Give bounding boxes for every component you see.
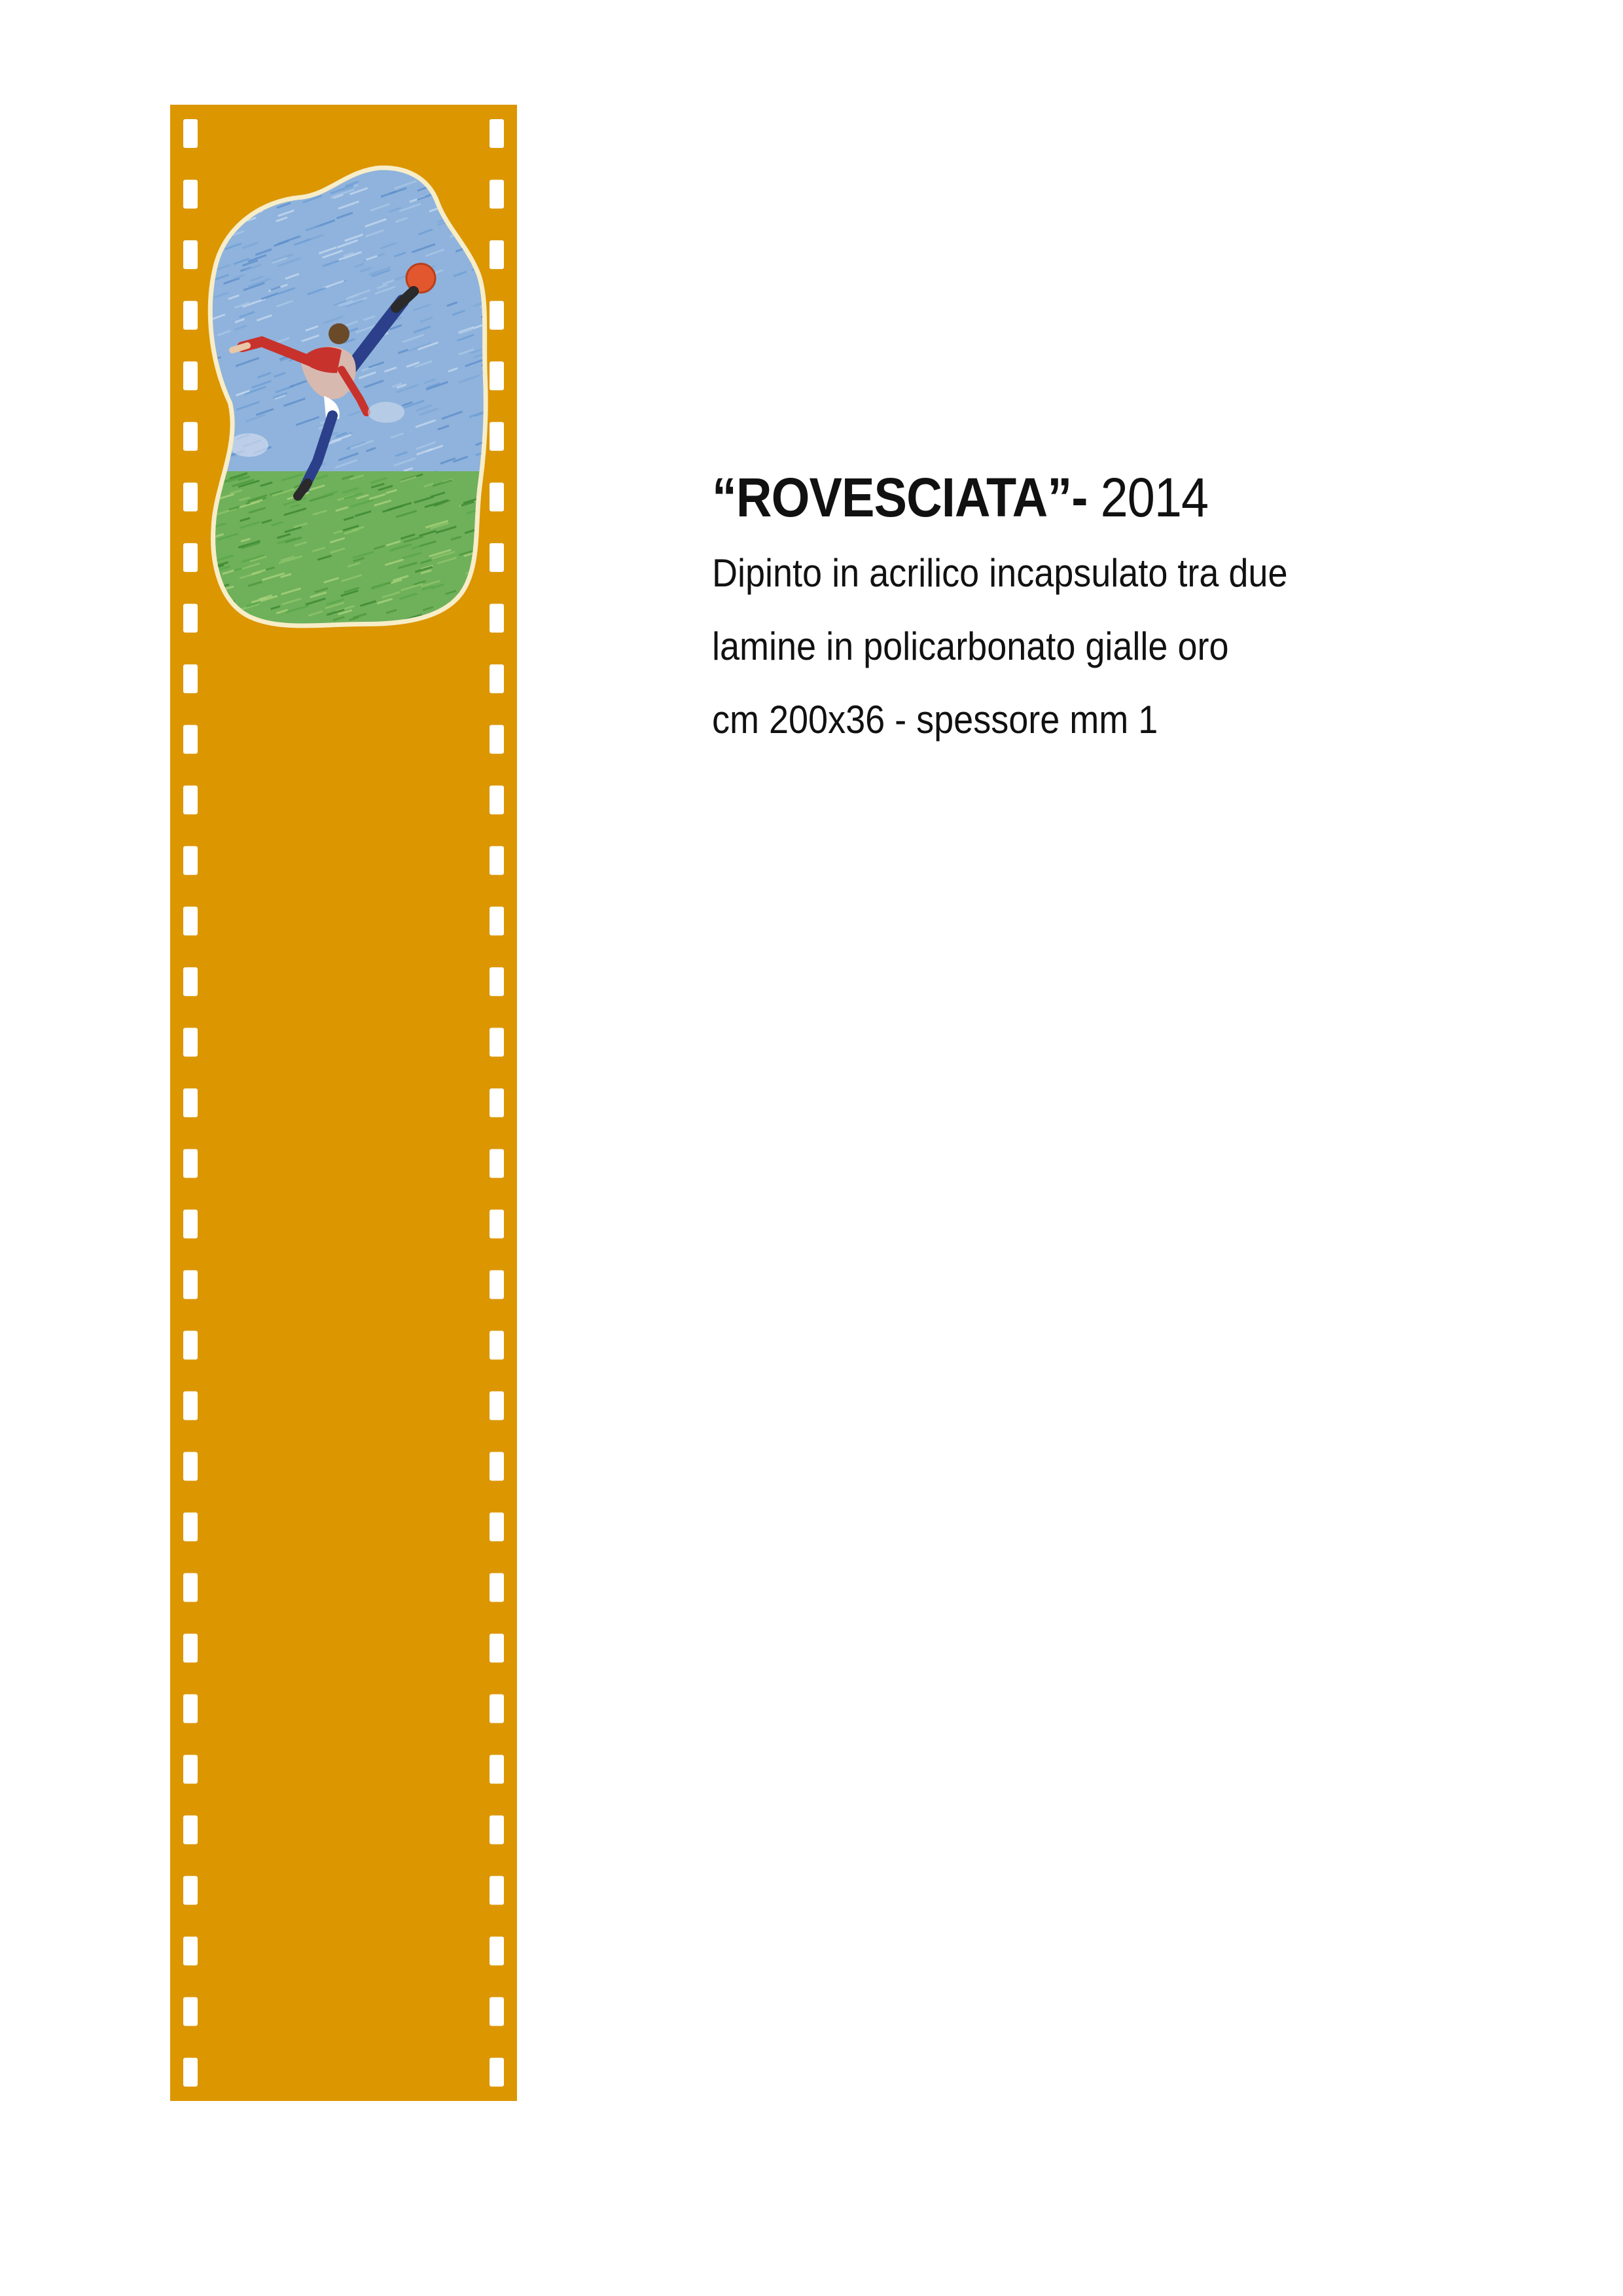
- perforation-right: [490, 785, 504, 814]
- perforation-right: [490, 1331, 504, 1359]
- perforation-right: [490, 1876, 504, 1905]
- perforation-left: [183, 1573, 198, 1602]
- perforation-right: [490, 361, 504, 390]
- artwork-year: 2014: [1100, 467, 1209, 528]
- perforation-right: [490, 1997, 504, 2026]
- perforation-right: [490, 1270, 504, 1299]
- artwork-description-line-3: cm 200x36 - spessore mm 1: [712, 698, 1158, 742]
- perforation-right: [490, 422, 504, 451]
- artwork-description-line-1: Dipinto in acrilico incapsulato tra due: [712, 551, 1288, 595]
- perforation-right: [490, 1149, 504, 1178]
- perforation-left: [183, 240, 198, 269]
- perforation-left: [183, 1937, 198, 1965]
- perforation-left: [183, 1513, 198, 1541]
- perforation-right: [490, 1452, 504, 1480]
- perforation-left: [183, 785, 198, 814]
- perforation-right: [490, 906, 504, 935]
- perforation-right: [490, 967, 504, 996]
- perforation-right: [490, 1634, 504, 1662]
- perforation-left: [183, 1028, 198, 1056]
- perforation-right: [490, 1088, 504, 1117]
- perforation-left: [183, 1695, 198, 1723]
- perforation-left: [183, 1997, 198, 2026]
- perforation-right: [490, 604, 504, 633]
- perforation-left: [183, 1270, 198, 1299]
- perforation-left: [183, 1331, 198, 1359]
- perforation-right: [490, 301, 504, 330]
- perforation-right: [490, 846, 504, 875]
- film-strip-svg: [170, 105, 517, 2101]
- perforation-right: [490, 1573, 504, 1602]
- perforation-left: [183, 422, 198, 451]
- artwork-title: “ROVESCIATA”-: [712, 467, 1088, 528]
- perforation-right: [490, 1755, 504, 1784]
- perforation-right: [490, 1816, 504, 1844]
- perforation-right: [490, 482, 504, 511]
- perforation-right: [490, 1695, 504, 1723]
- perforation-left: [183, 482, 198, 511]
- perforation-left: [183, 2058, 198, 2087]
- perforation-left: [183, 301, 198, 330]
- perforation-left: [183, 604, 198, 633]
- artwork-title-line: [712, 458, 1448, 537]
- perforation-right: [490, 664, 504, 693]
- perforation-left: [183, 1210, 198, 1238]
- film-strip-artwork: [170, 105, 517, 2101]
- perforation-right: [490, 119, 504, 148]
- perforation-left: [183, 543, 198, 572]
- perforation-right: [490, 1210, 504, 1238]
- artwork-caption: [712, 458, 1530, 757]
- perforation-left: [183, 1452, 198, 1480]
- perforation-right: [490, 725, 504, 754]
- perforation-left: [183, 1149, 198, 1178]
- perforation-right: [490, 1391, 504, 1420]
- perforation-left: [183, 846, 198, 875]
- perforation-left: [183, 664, 198, 693]
- perforation-right: [490, 1937, 504, 1965]
- perforation-left: [183, 1816, 198, 1844]
- artwork-description-line-2: lamine in policarbonato gialle oro: [712, 624, 1229, 668]
- perforation-left: [183, 1876, 198, 1905]
- perforation-left: [183, 1634, 198, 1662]
- perforation-left: [183, 119, 198, 148]
- perforation-left: [183, 906, 198, 935]
- perforation-right: [490, 543, 504, 572]
- perforation-left: [183, 180, 198, 209]
- perforation-left: [183, 361, 198, 390]
- perforation-right: [490, 1028, 504, 1056]
- perforation-left: [183, 1088, 198, 1117]
- perforation-right: [490, 180, 504, 209]
- perforation-left: [183, 1391, 198, 1420]
- perforation-left: [183, 1755, 198, 1784]
- perforation-right: [490, 1513, 504, 1541]
- perforation-right: [490, 240, 504, 269]
- perforation-left: [183, 725, 198, 754]
- perforation-right: [490, 2058, 504, 2087]
- perforation-left: [183, 967, 198, 996]
